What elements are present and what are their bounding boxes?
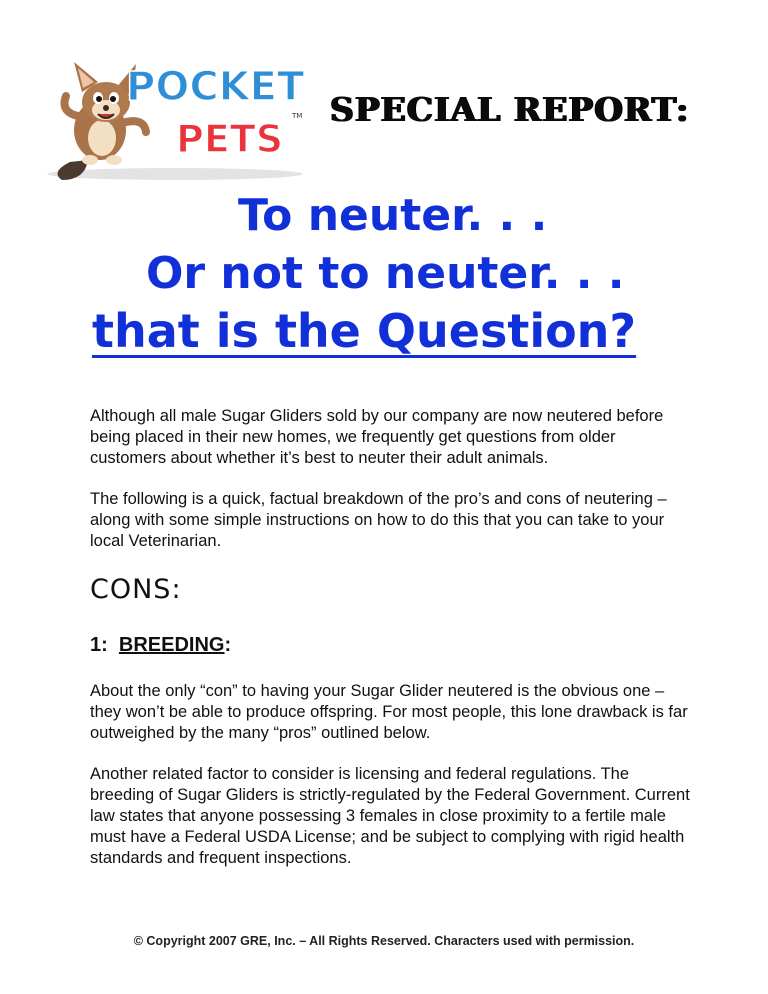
special-report-title: SPECIAL REPORT:: [330, 90, 690, 129]
breeding-paragraph-2: Another related factor to consider is licensing and federal regulations. The breeding of Sugar Gliders is strictly-regulated by the Federal Government. Current law states that anyone possessing 3 females in close proximity to a fertile male must have a Federal USDA License; and be subject to complying with rigid health standards and frequent inspections.: [90, 765, 690, 867]
intro-paragraph-2: The following is a quick, factual breakdown of the pro’s and cons of neutering – along with some simple instructions on how to do this that you can take to your local Veterinarian.: [90, 490, 667, 550]
logo-trademark: TM: [292, 112, 303, 120]
breeding-title: BREEDING: [118, 634, 225, 656]
logo-word-pocket: POCKET: [126, 64, 305, 110]
intro-paragraph-1: Although all male Sugar Gliders sold by our company are now neutered before being placed in their new homes, we frequently get questions from older customers about whether it’s best to neuter their adult animals.: [90, 407, 664, 467]
copyright-footer: © Copyright 2007 GRE, Inc. – All Rights Reserved. Characters used with permission.: [133, 934, 635, 948]
logo-word-pets: PETS: [176, 117, 284, 161]
breeding-number: 1:: [90, 634, 108, 656]
headline-line-1: To neuter. . .: [238, 190, 548, 241]
cons-heading: CONS:: [90, 574, 182, 605]
pocket-pets-logo-graphic: [40, 52, 310, 187]
headline-line-2: Or not to neuter. . .: [146, 248, 625, 299]
breeding-paragraph-1: About the only “con” to having your Sugar Glider neutered is the obvious one – they won’t be able to produce offspring. For most people, this lone drawback is far outweighed by the many “pros” outlined below.: [90, 682, 688, 742]
breeding-subheading: [90, 634, 231, 657]
pocket-pets-logo: [40, 52, 310, 187]
breeding-colon: :: [224, 634, 232, 656]
headline-line-3: that is the Question?: [92, 304, 637, 358]
